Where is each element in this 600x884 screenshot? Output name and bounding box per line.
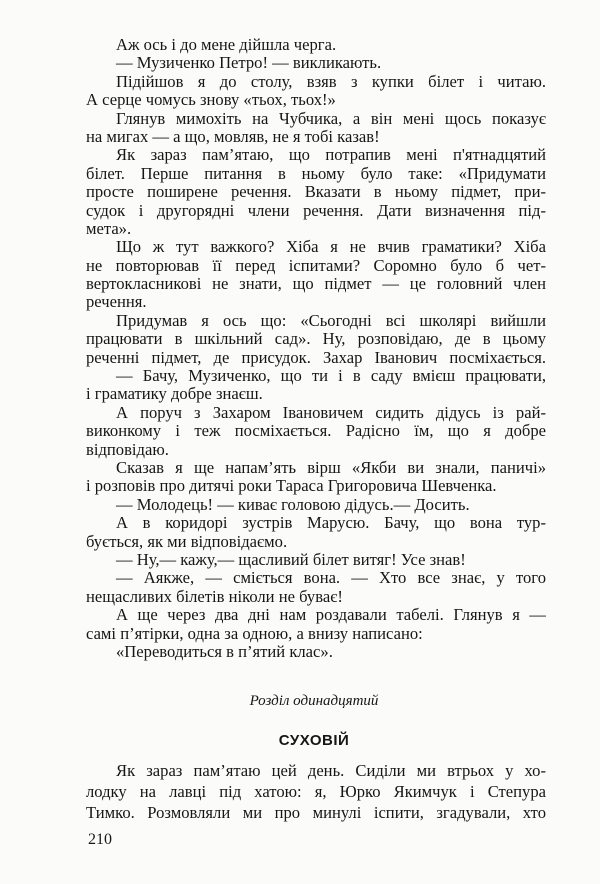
text-line: виконкому і теж посміхається. Радісно їм, що я добре [86, 422, 546, 441]
text-line: білет. Перше питання в ньому було таке: «Придумати [86, 164, 546, 183]
text-line: речення. [86, 292, 147, 312]
text-line: Підійшов я до столу, взяв з купки білет і читаю. [116, 72, 546, 91]
text-line: і розповів про дитячі роки Тараса Григоровича Шевченка. [86, 476, 497, 496]
text-line: — Бачу, Музиченко, що ти і в саду вмієш працювати, [116, 367, 546, 386]
text-line: лодку на лавці під хатою: я, Юрко Якимчук і Степура [86, 782, 546, 801]
text-line: Глянув мимохіть на Чубчика, а він мені щось показує [116, 109, 546, 128]
text-line: «Переводиться в п’ятий клас». [116, 641, 333, 661]
text-line: Тимко. Розмовляли ми про минулі іспити, згадували, хто [86, 803, 546, 822]
text-line: Аж ось і до мене дійшла черга. [116, 35, 337, 54]
text-line: нещасливих білетів ніколи не буває! [86, 586, 343, 606]
text-line: самі п’ятірки, одна за одною, а внизу написано: [86, 623, 423, 643]
chapter-title: СУХОВІЙ [278, 732, 350, 749]
text-line: — Аякже, — сміється вона. — Хто все знає, у того [116, 569, 546, 588]
text-line: — Молодець! — киває головою дідусь.— Досить. [116, 494, 470, 514]
text-line: Що ж тут важкого? Хіба я не вчив граматики? Хіба [116, 238, 546, 257]
text-line: А поруч з Захаром Івановичем сидить дідусь із рай- [116, 403, 546, 422]
text-line: бується, як ми відповідаємо. [86, 531, 288, 551]
text-line: просте поширене речення. Вказати в ньому підмет, при- [86, 183, 546, 202]
text-line: Придумав я ось що: «Сьогодні всі школярі вийшли [116, 311, 546, 330]
text-line: — Музиченко Петро! — викликають. [116, 53, 382, 73]
text-line: вертокласникові не знати, що підмет — це головний член [86, 275, 546, 294]
text-line: реченні підмет, де присудок. Захар Іванович посміхається. [86, 348, 546, 367]
text-line: мета». [86, 218, 132, 238]
text-line: А серце чомусь знову «тьох, тьох!» [86, 90, 336, 110]
page-number: 210 [88, 831, 112, 848]
text-line: не повторював її перед іспитами? Соромно було б чет- [86, 256, 546, 275]
text-line: Як зараз пам’ятаю цей день. Сиділи ми втрьох у хо- [116, 761, 546, 780]
chapter-number: Розділ одинадцятий [249, 693, 379, 709]
text-line: Сказав я ще напам’ять вірш «Якби ви знали, паничі» [116, 458, 546, 477]
text-line: А в коридорі зустрів Марусю. Бачу, що вона тур- [116, 514, 546, 533]
page-text-new-chapter [86, 760, 546, 823]
text-line: і граматику добре знаєш. [86, 384, 263, 404]
text-line: А ще через два дні нам роздавали табелі. Глянув я — [116, 606, 546, 625]
text-line: судок і другорядні члени речення. Дати визначення під- [86, 201, 546, 220]
text-line: працювати в шкільний сад». Ну, розповідаю, де в цьому [86, 330, 546, 349]
text-line: на мигах — а що, мовляв, не я тобі казав! [86, 126, 380, 146]
page-text-previous-chapter [86, 36, 546, 661]
text-line: — Ну,— кажу,— щасливий білет витяг! Усе знав! [116, 549, 466, 569]
text-line: Як зараз пам’ятаю, що потрапив мені п'ятнадцятий [116, 146, 546, 165]
text-line: відповідаю. [86, 439, 169, 459]
